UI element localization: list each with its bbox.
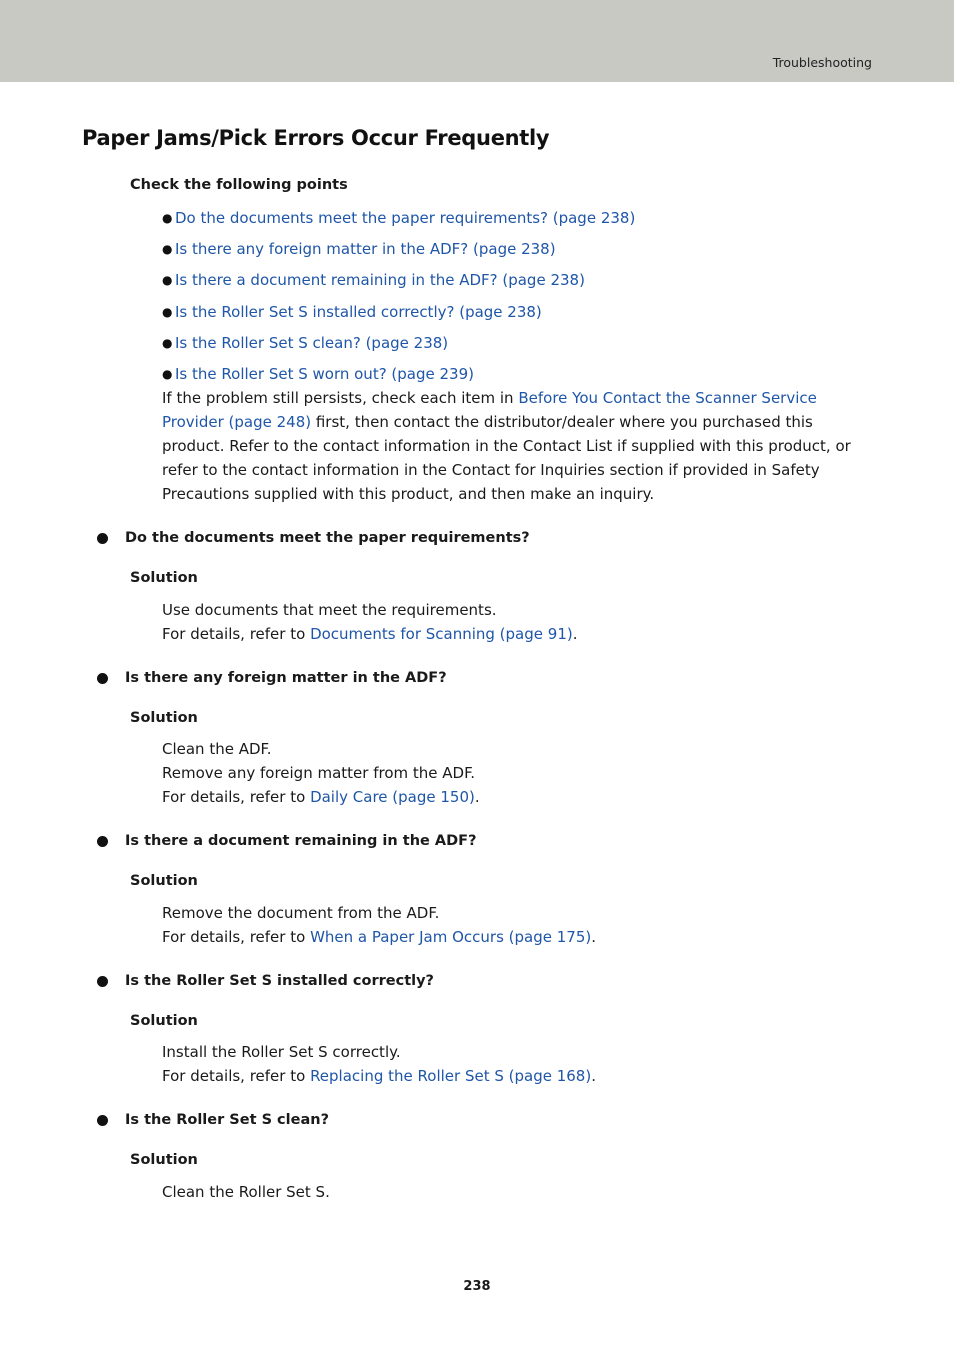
link-replacing-roller[interactable]: Replacing the Roller Set S (page 168) [310,1067,592,1085]
bullet-icon: ● [162,273,173,288]
solution-label: Solution [130,570,198,586]
link-daily-care[interactable]: Daily Care (page 150) [310,788,475,806]
persist-paragraph [162,386,862,506]
question-roller-installed: Is the Roller Set S installed correctly? [125,973,434,989]
question-roller-clean: Is the Roller Set S clean? [125,1112,329,1128]
solution-line: Clean the Roller Set S. [162,1183,330,1201]
persist-text-before: If the problem still persists, check each item in [162,389,519,407]
check-item [162,333,882,364]
solution-refer-line [162,925,862,949]
solution-label: Solution [130,1152,198,1168]
period: . [591,1067,596,1085]
check-points-list [162,208,882,395]
bullet-icon: ● [162,304,173,319]
bullet-icon: ● [162,366,173,381]
refer-prefix: For details, refer to [162,788,311,806]
solution-label: Solution [130,1013,198,1029]
solution-label: Solution [130,873,198,889]
check-item [162,270,882,301]
solution-body [162,737,862,809]
solution-label: Solution [130,710,198,726]
bullet-icon: ● [162,335,173,350]
solution-body [162,598,862,646]
solution-line: Use documents that meet the requirements. [162,601,497,619]
question-foreign-matter: Is there any foreign matter in the ADF? [125,670,447,686]
bullet-icon: ● [162,211,173,225]
header-section-label: Troubleshooting [772,55,872,70]
period: . [591,928,597,946]
solution-line: Remove any foreign matter from the ADF. [162,764,476,782]
bullet-icon: ● [162,242,173,257]
question-bullet-icon [97,533,108,544]
solution-line: Remove the document from the ADF. [162,904,440,922]
link-before-you-contact[interactable]: Before You Contact the Scanner Service Provider (page 248) [162,389,817,431]
page-title: Paper Jams/Pick Errors Occur Frequently [82,126,550,150]
solution-body [162,901,862,949]
solution-line: Clean the ADF. [162,740,272,758]
link-paper-jam[interactable]: When a Paper Jam Occurs (page 175) [310,928,592,946]
refer-prefix: For details, refer to [162,1067,311,1085]
solution-line: Install the Roller Set S correctly. [162,1043,401,1061]
check-item [162,302,882,333]
refer-prefix: For details, refer to [162,928,311,946]
check-link-roller-installed[interactable]: Is the Roller Set S installed correctly? (page 238) [175,302,542,321]
page-number: 238 [463,1279,491,1294]
question-bullet-icon [97,673,108,684]
check-link-roller-worn[interactable]: Is the Roller Set S worn out? (page 239) [175,364,474,383]
period: . [474,788,480,806]
check-item [162,239,882,270]
persist-text-after: first, then contact the distributor/dealer where you purchased this product. Refer to the contact information in the Contact List if supplied with this product, or refer to the contact information in the Contact for Inquiries section if provided in Safety Precautions supplied with this product, and then make an inquiry. [162,413,851,503]
link-documents-for-scanning[interactable]: Documents for Scanning (page 91) [310,625,573,643]
check-link-paper-requirements[interactable]: Do the documents meet the paper requirements? (page 238) [175,209,636,227]
solution-refer-line [162,622,862,646]
check-item [162,208,882,239]
solution-body [162,1180,862,1204]
solution-body [162,1040,862,1088]
check-link-roller-clean[interactable]: Is the Roller Set S clean? (page 238) [175,333,449,352]
question-paper-requirements: Do the documents meet the paper requirements? [125,530,530,546]
check-points-heading: Check the following points [130,177,348,193]
question-bullet-icon [97,1115,108,1126]
question-bullet-icon [97,836,108,847]
question-bullet-icon [97,976,108,987]
period: . [572,625,578,643]
refer-prefix: For details, refer to [162,625,311,643]
solution-refer-line [162,1064,862,1088]
question-document-remaining: Is there a document remaining in the ADF? [125,833,477,849]
check-link-document-remaining[interactable]: Is there a document remaining in the ADF? (page 238) [175,271,585,290]
solution-refer-line [162,785,862,809]
check-link-foreign-matter[interactable]: Is there any foreign matter in the ADF? (page 238) [175,240,556,259]
